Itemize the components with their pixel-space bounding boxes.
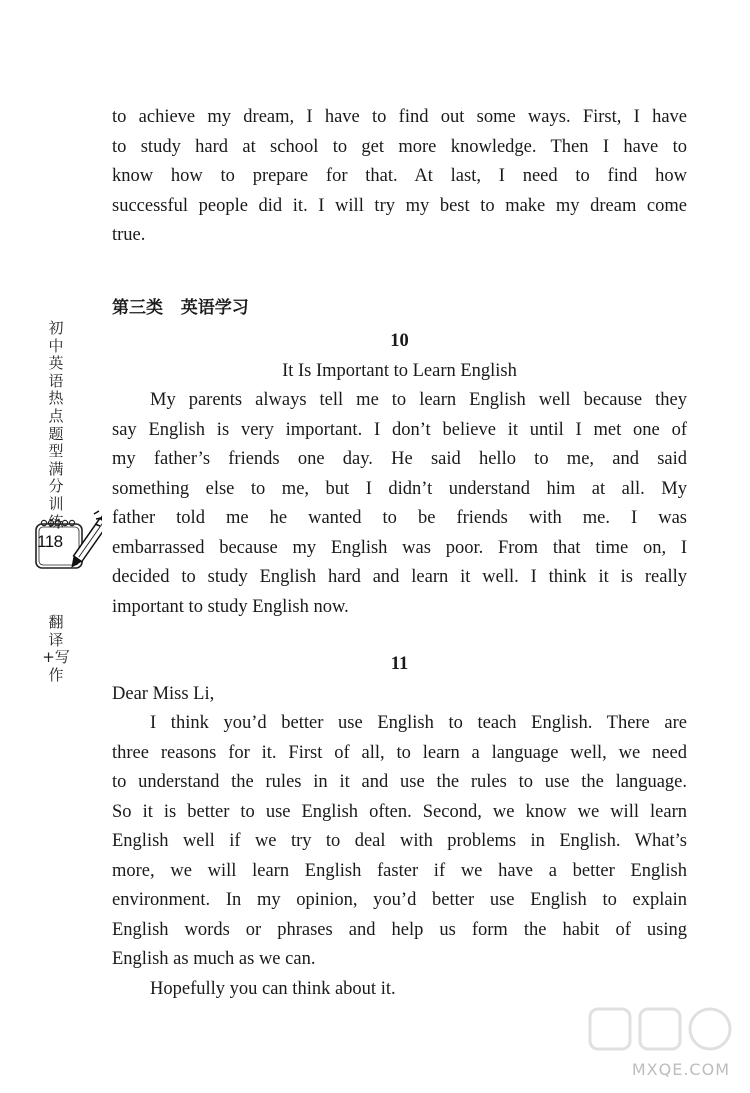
text-line: environment. In my opinion, you’d better use English to explain bbox=[112, 890, 687, 910]
text-line: say English is very important. I don’t believe it until I met one of bbox=[112, 419, 687, 440]
text-line: successful people did it. I will try my best to make my dream come bbox=[112, 195, 687, 216]
text-line: I think you’d better use English to teach English. There are bbox=[150, 713, 687, 733]
top-paragraph bbox=[112, 103, 687, 251]
sidebar-book-title: 初中英语热点题型满分训练 bbox=[48, 319, 64, 531]
text-line: So it is better to use English often. Second, we know we will learn bbox=[112, 801, 687, 822]
salutation: Dear Miss Li, bbox=[112, 683, 215, 704]
text-line: decided to study English hard and learn it well. I think it is really bbox=[112, 567, 687, 587]
essay-title: It Is Important to Learn English bbox=[282, 360, 517, 381]
text-line: something else to me, but I didn’t understand him at all. My bbox=[112, 478, 687, 499]
text-line: My parents always tell me to learn English well because they bbox=[150, 390, 687, 410]
text-line: important to study English now. bbox=[112, 596, 349, 617]
text-line: to achieve my dream, I have to find out some ways. First, I have bbox=[112, 107, 687, 127]
text-line: English words or phrases and help us form the habit of using bbox=[112, 919, 687, 940]
essay-10 bbox=[112, 327, 687, 622]
text-line: to understand the rules in it and use the rules to use the language. bbox=[112, 772, 687, 792]
closing-line: Hopefully you can think about it. bbox=[150, 978, 396, 999]
page-number: 118 bbox=[37, 532, 63, 551]
essay-number: 11 bbox=[390, 654, 409, 674]
text-line: father told me he wanted to be friends with me. I was bbox=[112, 508, 687, 528]
section-heading: 第三类 英语学习 bbox=[112, 298, 249, 318]
text-line: more, we will learn English faster if we have a better English bbox=[112, 860, 687, 881]
text-line: to study hard at school to get more knowledge. Then I have to bbox=[112, 136, 687, 157]
essay-11 bbox=[112, 650, 687, 1004]
text-line: true. bbox=[112, 225, 146, 245]
essay-number: 10 bbox=[390, 331, 409, 351]
text-line: my father’s friends one day. He said hello to me, and said bbox=[112, 449, 687, 469]
text-line: English well if we try to deal with problems in English. What’s bbox=[112, 831, 687, 851]
watermark-text: MXQE.COM bbox=[631, 1060, 730, 1079]
text-line: three reasons for it. First of all, to learn a language well, we need bbox=[112, 742, 687, 763]
text-line: embarrassed because my English was poor. From that time on, I bbox=[112, 537, 687, 558]
text-line: know how to prepare for that. At last, I need to find how bbox=[112, 166, 687, 186]
text-line: English as much as we can. bbox=[112, 949, 316, 969]
sidebar-subtitle: 翻译+写作 bbox=[42, 613, 70, 684]
